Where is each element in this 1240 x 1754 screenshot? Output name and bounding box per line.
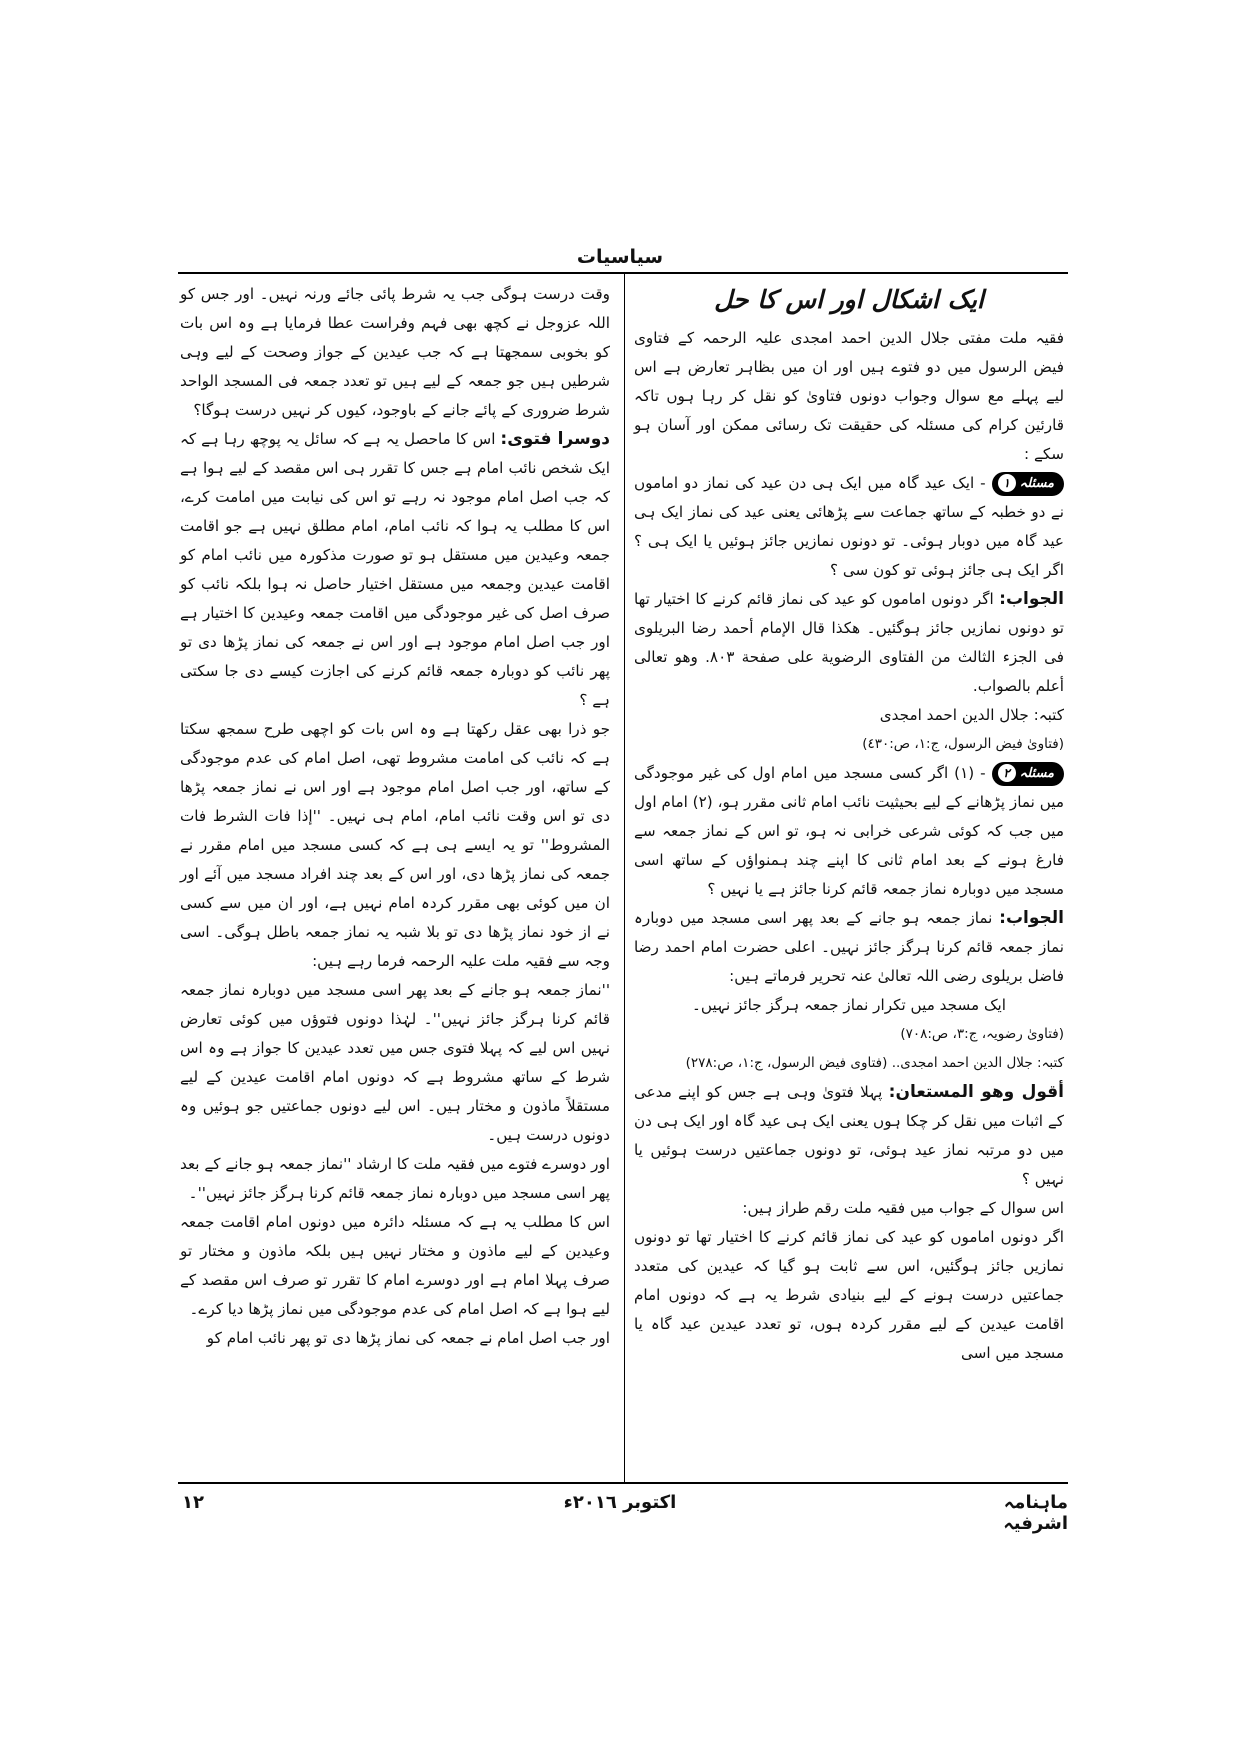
header-rule xyxy=(178,272,1068,274)
answer-paragraph: اگر دونوں اماموں کو عید کی نماز قائم کرنے کا اختیار تھا تو دونوں نمازیں جائز ہوگئیں، اس سے ثابت ہو گیا کہ عیدین کی متعدد جماعتیں درست ہونے کے لیے بنیادی شرط یہ ہے کہ دونوں امام اقامت عیدین کے لیے مقرر کردہ ہوں، تو تعدد عیدین عید گاہ یا مسجد میں اسی xyxy=(634,1228,1064,1362)
reference-2: (فتاویٰ رضویہ، ج:٣، ص:٧٠٨) xyxy=(900,1026,1064,1042)
katabahu-1: کتبہ: جلال الدین احمد امجدی xyxy=(879,706,1064,724)
masala-2-text: - (١) اگر کسی مسجد میں امام اول کی غیر موجودگی میں نماز پڑھانے کے لیے بحیثیت نائب امام ثانی مقرر ہو، (٢) امام اول میں جب کہ کوئی شرعی خرابی نہ ہو، تو اس کے نماز جمعہ سے فارغ ہونے کے بعد امام ثانی کا اپنے چند ہمنواؤں کے ساتھ اسی مسجد میں دوبارہ نماز جمعہ قائم کرنا جائز ہے یا نہیں ؟ xyxy=(634,764,1064,898)
masala-1-badge xyxy=(992,469,1064,498)
left-paragraph-3: جو ذرا بھی عقل رکھتا ہے وہ اس بات کو اچھی طرح سمجھ سکتا ہے کہ نائب کی امامت مشروط تھی، اصل امام کی عدم موجودگی کے ساتھ، اور جب اصل امام موجود ہے اور اس نے نماز جمعہ پڑھا دی تو اس وقت نائب امام، امام ہی نہیں۔ ''إذا فات الشرط فات المشروط'' تو یہ ایسے ہی ہے کہ کسی مسجد میں امام مقرر نے جمعہ کی نماز پڑھا دی، اور اس کے بعد چند افراد مسجد میں آئے اور ان میں کوئی بھی مقرر کردہ امام نہیں ہے، اور ان میں سے کسی نے از خود نماز پڑھا دی تو بلا شبہ یہ نماز جمعہ باطل ہوگی۔ اسی وجہ سے فقیہ ملت علیہ الرحمہ فرما رہے ہیں: xyxy=(180,720,610,970)
aqool-paragraph xyxy=(634,1078,1064,1194)
page-number: ١٢ xyxy=(182,1492,204,1513)
jawab-1-text: اگر دونوں اماموں کو عید کی نماز قائم کرنے کا اختیار تھا تو دونوں نمازیں جائز ہوگئیں۔ هكذا قال الإمام أحمد رضا البريلوی فی الجزء الثالث من الفتاوی الرضوية علی صفحة ٨٠٣. وهو تعالی أعلم بالصواب. xyxy=(634,590,1064,695)
jawab-2-label: الجواب: xyxy=(999,908,1065,928)
masala-2-label: مسئلہ xyxy=(1019,765,1054,781)
left-paragraph-4: ''نماز جمعہ ہو جانے کے بعد پھر اسی مسجد میں دوبارہ نماز جمعہ قائم کرنا ہرگز جائز نہیں''۔ لہٰذا دونوں فتوؤں میں کوئی تعارض نہیں اس لیے کہ پہلا فتوی جس میں تعدد عیدین کا جواز ہے وہ اس شرط کے ساتھ مشروط ہے کہ دونوں امام اقامت عیدین کے لیے مستقلاً ماذون و مختار ہیں۔ اس لیے دونوں جماعتیں جو ہوئیں وہ دونوں درست ہیں۔ xyxy=(180,981,610,1144)
intro-paragraph: فقیہ ملت مفتی جلال الدین احمد امجدی علیہ الرحمہ کے فتاوی فیض الرسول میں دو فتوے ہیں اور ان میں بظاہر تعارض ہے اس لیے پہلے مع سوال وجواب دونوں فتاویٰ کو نقل کر رہا ہوں تاکہ قارئین کرام کی مسئلہ کی حقیقت تک رسائی ممکن اور آسان ہو سکے : xyxy=(634,329,1064,463)
masala-2 xyxy=(634,759,1064,904)
answer-intro: اس سوال کے جواب میں فقیہ ملت رقم طراز ہیں: xyxy=(742,1199,1064,1217)
magazine-name: ماہنامہ اشرفیہ xyxy=(1003,1492,1068,1534)
article-title: ایک اشکال اور اس کا حل xyxy=(714,285,984,314)
jawab-1 xyxy=(634,585,1064,701)
masala-1 xyxy=(634,469,1064,585)
masala-2-badge xyxy=(992,759,1064,788)
left-paragraph-1: وقت درست ہوگی جب یہ شرط پائی جائے ورنہ نہیں۔ اور جس کو اللہ عزوجل نے کچھ بھی فہم وفراست عطا فرمایا ہے وہ اس بات کو بخوبی سمجھتا ہے کہ جب عیدین کے جواز وصحت کے لیے وہی شرطیں ہیں جو جمعہ کے لیے ہیں تو تعدد جمعہ فی المسجد الواحد شرط ضروری کے پائے جانے کے باوجود، کیوں کر نہیں درست ہوگا؟ xyxy=(180,285,610,419)
dusra-fatwa-label: دوسرا فتوی: xyxy=(500,429,611,449)
masala-1-label: مسئلہ xyxy=(1019,475,1054,491)
left-paragraph-6: اس کا مطلب یہ ہے کہ مسئلہ دائرہ میں دونوں امام اقامت جمعہ وعیدین کے لیے ماذون و مختار نہیں ہیں بلکہ ماذون و مختار تو صرف پہلا امام ہے اور دوسرے امام کا تقرر تو صرف اس مقصد کے لیے ہوا ہے کہ اصل امام کی عدم موجودگی میں نماز پڑھا دیا کرے۔ xyxy=(180,1213,610,1318)
left-column xyxy=(180,280,610,1353)
section-header: سیاسیات xyxy=(576,246,664,268)
jawab-1-label: الجواب: xyxy=(999,589,1064,609)
quote-1: ایک مسجد میں تکرار نماز جمعہ ہرگز جائز نہیں۔ xyxy=(692,996,1006,1014)
aqool-text: پہلا فتویٰ وہی ہے جس کو اپنے مدعی کے اثبات میں نقل کر چکا ہوں یعنی ایک ہی عید گاہ اور ایک ہی دن میں دو مرتبہ نماز عید ہوئی، تو دونوں جماعتیں درست ہوئیں یا نہیں ؟ xyxy=(634,1083,1064,1188)
footer-rule xyxy=(178,1482,1068,1484)
katabahu-2: کتبہ: جلال الدین احمد امجدی.. (فتاوی فیض الرسول، ج:١، ص:٢٧٨) xyxy=(685,1055,1064,1071)
column-divider xyxy=(624,272,625,1482)
jawab-2-text: نماز جمعہ ہو جانے کے بعد پھر اسی مسجد میں دوبارہ نماز جمعہ قائم کرنا ہرگز جائز نہیں۔ اعلی حضرت امام احمد رضا فاضل بریلوی رضی اللہ تعالیٰ عنہ تحریر فرماتے ہیں: xyxy=(634,909,1064,985)
left-paragraph-5: اور دوسرے فتوے میں فقیہ ملت کا ارشاد ''نماز جمعہ ہو جانے کے بعد پھر اسی مسجد میں دوبارہ نماز جمعہ قائم کرنا ہرگز جائز نہیں''۔ xyxy=(180,1155,610,1202)
issue-date: اکتوبر ٢٠١٦ء xyxy=(563,1492,677,1513)
reference-1: (فتاویٰ فیض الرسول، ج:١، ص:٤٣٠) xyxy=(862,736,1064,752)
left-paragraph-7: اور جب اصل امام نے جمعہ کی نماز پڑھا دی تو پھر نائب امام کو xyxy=(206,1329,610,1347)
dusra-fatwa xyxy=(180,425,610,715)
masala-1-number: ١ xyxy=(998,474,1016,492)
jawab-2 xyxy=(634,904,1064,991)
masala-1-text: - ایک عید گاہ میں ایک ہی دن عید کی نماز دو اماموں نے دو خطبہ کے ساتھ جماعت سے پڑھائی یعنی عید کی نماز ایک ہی عید گاہ میں دوبار ہوئی۔ تو دونوں نمازیں جائز ہوئیں یا ایک ہی ؟ اگر ایک ہی جائز ہوئی تو کون سی ؟ xyxy=(634,474,1064,579)
aqool-label: أقول وهو المستعان: xyxy=(888,1082,1064,1102)
right-column xyxy=(634,280,1064,1368)
masala-2-number: ٢ xyxy=(998,764,1016,782)
dusra-fatwa-text: اس کا ماحصل یہ ہے کہ سائل یہ پوچھ رہا ہے کہ ایک شخص نائب امام ہے جس کا تقرر ہی اس مقصد کے لیے ہوا ہے کہ جب اصل امام موجود نہ رہے تو اس کی نیابت میں امامت کرے، اس کا مطلب یہ ہوا کہ نائب امام، امام مطلق نہیں ہے جو اقامت جمعہ وعیدین میں مستقل ہو تو صورت مذکورہ میں نائب امام کو اقامت عیدین وجمعہ میں مستقل اختیار حاصل نہ ہوا بلکہ نائب کو صرف اصل کی غیر موجودگی میں اقامت جمعہ وعیدین کا اختیار ہے اور جب اصل امام موجود ہے اور اس نے جمعہ کی نماز پڑھا دی تو پھر نائب کو دوبارہ جمعہ قائم کرنے کی اجازت کیسے دی جا سکتی ہے ؟ xyxy=(180,430,610,709)
